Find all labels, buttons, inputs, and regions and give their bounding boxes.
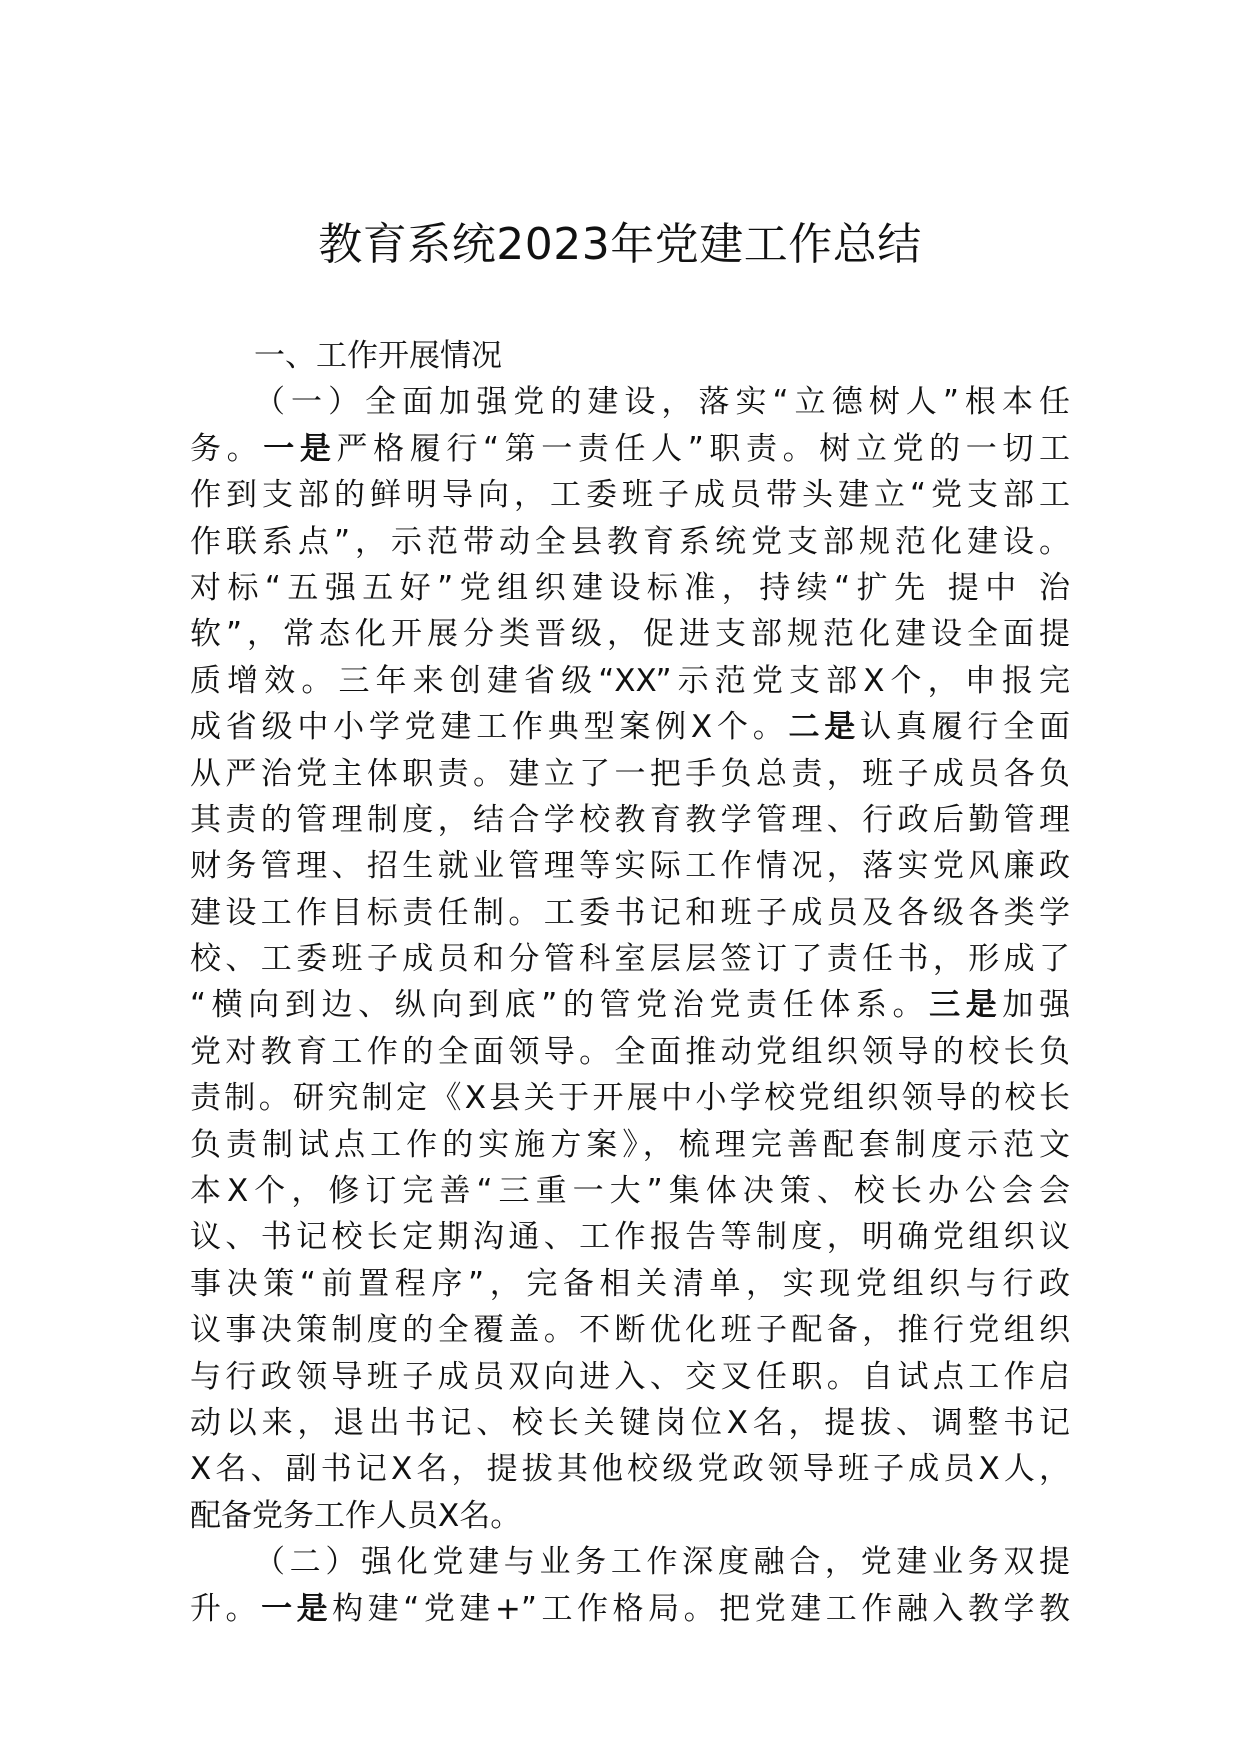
paragraph-line: 负责制试点工作的实施方案》，梳理完善配套制度示范文 (190, 1126, 1070, 1163)
paragraph-line: 建设工作目标责任制。工委书记和班子成员及各级各类学 (190, 894, 1070, 931)
paragraph-line: X名、副书记X名，提拔其他校级党政领导班子成员X人， (190, 1451, 1070, 1488)
paragraph-line: 事决策“前置程序”，完备相关清单，实现党组织与行政 (190, 1265, 1070, 1302)
paragraph-line: 党对教育工作的全面领导。全面推动党组织领导的校长负 (190, 1033, 1070, 1070)
paragraph-line: 务。一是严格履行“第一责任人”职责。树立党的一切工 (190, 430, 1071, 467)
paragraph-line: “横向到边、纵向到底”的管党治党责任体系。三是加强 (190, 987, 1071, 1024)
paragraph-line: 从严治党主体职责。建立了一把手负总责，班子成员各负 (190, 755, 1070, 792)
document-body (190, 333, 1070, 1632)
paragraph-line: 议事决策制度的全覆盖。不断优化班子配备，推行党组织 (190, 1312, 1070, 1349)
paragraph-line: 校、工委班子成员和分管科室层层签订了责任书，形成了 (190, 941, 1070, 978)
paragraph-line: 动以来，退出书记、校长关键岗位X名，提拔、调整书记 (190, 1404, 1070, 1441)
bold-marker: 三是 (929, 987, 1003, 1024)
paragraph-line: 财务管理、招生就业管理等实际工作情况，落实党风廉政 (190, 848, 1070, 885)
bold-marker: 一是 (263, 430, 337, 467)
paragraph-line: 作到支部的鲜明导向，工委班子成员带头建立“党支部工 (190, 477, 1070, 514)
paragraph-line: 本X个，修订完善“三重一大”集体决策、校长办公会会 (190, 1173, 1070, 1210)
paragraph-line: 作联系点”，示范带动全县教育系统党支部规范化建设。 (190, 523, 1070, 560)
document-title: 教育系统2023年党建工作总结 (318, 219, 922, 270)
paragraph-line: 对标“五强五好”党组织建设标准，持续“扩先 提中 治 (190, 569, 1070, 606)
bold-marker: 一是 (261, 1590, 333, 1627)
paragraph-line: 其责的管理制度，结合学校教育教学管理、行政后勤管理 (190, 801, 1070, 838)
paragraph-line: （二）强化党建与业务工作深度融合，党建业务双提 (254, 1544, 1070, 1581)
paragraph-line: 升。一是构建“党建+”工作格局。把党建工作融入教学教 (190, 1590, 1071, 1627)
paragraph-line: 议、书记校长定期沟通、工作报告等制度，明确党组织议 (190, 1219, 1070, 1256)
paragraph-line: 质增效。三年来创建省级“XX”示范党支部X个，申报完 (190, 662, 1070, 699)
bold-marker: 二是 (788, 709, 861, 746)
paragraph-line: 成省级中小学党建工作典型案例X个。二是认真履行全面 (190, 709, 1070, 746)
paragraph-line: 责制。研究制定《X县关于开展中小学校党组织领导的校长 (190, 1080, 1070, 1117)
section-heading: 一、工作开展情况 (254, 338, 502, 374)
paragraph-line: （一）全面加强党的建设，落实“立德树人”根本任 (254, 384, 1070, 421)
paragraph-line: 软”，常态化开展分类晋级，促进支部规范化建设全面提 (190, 616, 1070, 653)
paragraph-line: 配备党务工作人员X名。 (190, 1497, 522, 1534)
paragraph-line: 与行政领导班子成员双向进入、交叉任职。自试点工作启 (190, 1358, 1070, 1395)
